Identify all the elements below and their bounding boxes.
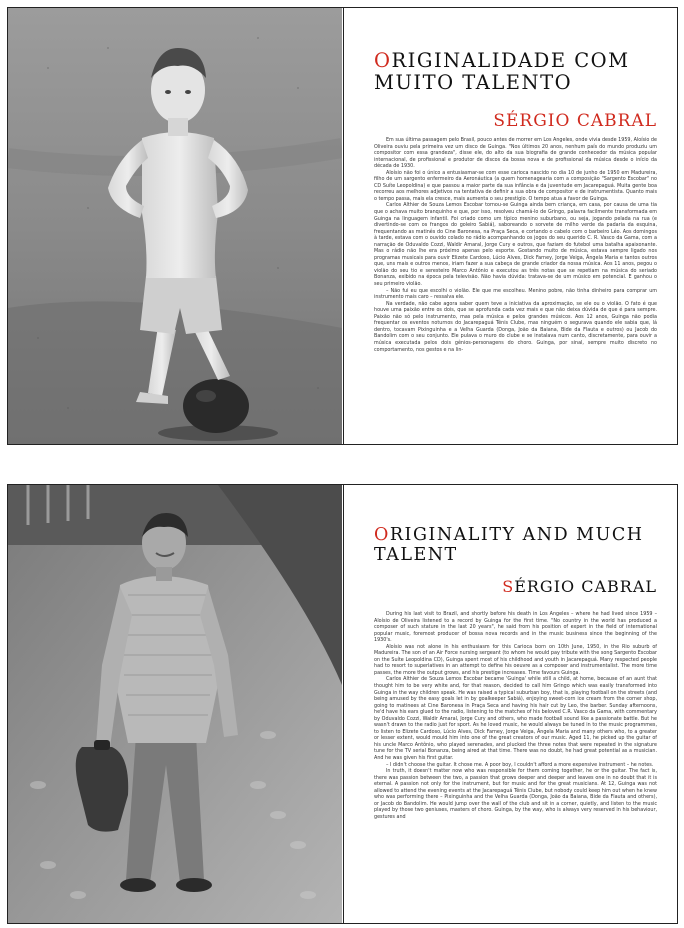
paragraph: Aloísio não foi o único a entusiasmar-se com esse carioca nascido no dia 10 de junho de 1950 em Madureira, filho de um sargento enfermeiro da Aeronáutica (a quem homenagearia com a composição "Sargento Escobar" no CD Suíte Leopoldina) e que passou a maior parte da sua infância e da juventude em Jacarepaguá. Muita gente boa recorreu aos melhores adjetivos na tentativa de definir a sua obra de compositor e de instrumentista. Quanto mais o tempo passa, mais ela cresce, mais aumenta o seu prestígio. O tempo atua a favor de Guinga.: [374, 169, 657, 202]
author-initial: S: [493, 111, 506, 131]
paragraph: Em sua última passagem pelo Brasil, pouco antes de morrer em Los Angeles, onde vivia desde 1959, Aloísio de Oliveira ouviu pela primeira vez um disco de Guinga. "Nos últimos 20 anos, nenhum país do mundo produziu um compositor com essa grandeza", disse ele, do alto da sua biografia de grande conhecedor da música popular internacional, de profissional e produtor de discos da bossa nova e de profissional da música desde o início da década de 1930.: [374, 137, 657, 170]
portuguese-author: [493, 111, 657, 131]
man-with-guitar-case-illustration: [8, 485, 342, 923]
author-rest: ÉRGIO CABRAL: [506, 111, 657, 131]
childhood-photo: [8, 8, 342, 444]
english-author: [502, 577, 657, 596]
author-rest: ÉRGIO CABRAL: [514, 577, 657, 596]
title-rest-line1: RIGINALIDADE COM: [391, 49, 630, 72]
english-spread: [7, 484, 678, 924]
title-rest-line1: RIGINALITY AND MUCH: [389, 525, 644, 545]
paragraph: Carlos Althier de Souza Lemos Escobar tornou-se Guinga ainda bem criança, em casa, por causa de uma tia que o achava muito branquinho e que, por isso, resolveu chamá-lo de Gringo, palavra facilmente transformada em Guinga na linguagem infantil. Foi criado como um típico menino suburbano, ou seja, jogando pelada na rua (e divertindo-se com os frangos do goleiro Sabiá), saboreando o sorvete de milho verde da padaria da esquina, frequentando as matinês do Cine Baronesa, na Praça Seca, e cortando o cabelo com o barbeiro Léo. Aos domingos à tarde, estava com o ouvido colado no rádio acompanhando os jogos do seu querido C. R. Vasco da Gama, com a narração de Oduvaldo Cozzi, Waldir Amaral, Jorge Cury e outros, que faziam do futebol uma batalha apaixonante. Mas o rádio não lhe era próximo apenas pelo esporte. Gostando muito de música, estava sempre ligado nos programas musicais para ouvir Elizete Cardoso, Lúcio Alves, Dick Farney, Jorge Veiga, Ângela Maria e tantos outros que, uns mais e outros menos, iriam fazer a sua cabeça de grande criador da nossa música. Aos 11 anos, pegou o violão do seu tio e seresteiro Marco Antônio e executou as três notas que se repetiam na música do seriado Bonanza, exibido na época pela televisão. Não havia dúvida: tratava-se de um músico em potencial. E ganhou o seu primeiro violão.: [374, 202, 657, 288]
title-line2: MUITO TALENTO: [374, 71, 573, 95]
paragraph: During his last visit to Brazil, and shortly before his death in Los Angeles – where he had lived since 1959 – Aloísio de Oliveira listened to a record by Guinga for the first time. "No country in the world has produced a composer of such stature in the last 20 years", he said from his position of expert in the field of international popular music, foremost producer of bossa nova records and in the music business since the beginning of the 1930's.: [374, 611, 657, 644]
paragraph: – I didn't choose the guitar. It chose me. A poor boy, I couldn't afford a more expensive instrument – he notes.: [386, 761, 654, 768]
paragraph: – Não fui eu que escolhi o violão. Ele que me escolheu. Menino pobre, não tinha dinheiro para comprar um instrumento mais caro – ressalva ele.: [374, 287, 657, 301]
portuguese-body: [374, 137, 657, 353]
portuguese-spread: [7, 7, 678, 445]
title-initial: O: [374, 525, 390, 545]
english-text-page: [343, 485, 677, 923]
paragraph: Carlos Althier de Souza Lemos Escobar became 'Guinga' while still a child, at home, because of an aunt that thought him to be very white and, for that reason, decided to call him Gringo which was easily transformed into Guinga in the way children speak. He was raised a typical suburban boy, that is, playing football on the streets (and being amused by the easy goals let in by goalkeeper Sabiá), enjoying sweet-corn ice cream from the corner shop, going to matinees at Cine Baronesa in Praça Seca and having his hair cut by Leo, the barber. Sunday afternoons, he'd have his ears glued to the radio, listening to the matches of his beloved C.R. Vasco da Gama, with commentary by Oduvaldo Cozzi, Waldir Amaral, Jorge Cury and others, who made football sound like a passionate battle. But he wasn't drawn to the radio just for sport. As he loved music, he would always be tuned in to the music programmes, to listen to Elizete Cardoso, Lúcio Alves, Dick Farney, Jorge Veiga, Ângela Maria and many others who, to a greater or lesser extent, would mould him into one of the great creators of our music. Aged 11, he picked up the guitar of his uncle Marco Antônio, who played serenades, and plucked the three notes that were repeated in the signature tune for the TV serial Bonanza, being aired at that time. There was no doubt, he had great potential as a musician. And he was given his first guitar.: [374, 676, 657, 762]
paragraph: Aloísio was not alone in his enthusiasm for this Carioca born on 10th June, 1950, in the Rio suburb of Madureira. The son of an Air Force nursing sergeant (to whom he would pay tribute with the song Sargento Escobar on the Suíte Leopoldina CD), Guinga spent most of his childhood and youth in Jacarepaguá. Many respected people had to resort to superlatives in an attempt to define his oeuvre as a composer and instrumentalist. The more time passes, the more the output grows, and his prestige increases. Time favours Guinga.: [374, 643, 657, 676]
portuguese-title: [374, 50, 664, 95]
english-title: [374, 525, 664, 565]
paragraph: Na verdade, não cabe agora saber quem teve a iniciativa da aproximação, se ele ou o violão. O fato é que houve uma paixão entre os dois, que se aprofunda cada vez mais e que não deixa dúvida de que é para sempre. Paixão não só pelo instrumento, mas pela música e pelos grandes músicos. Aos 12 anos, Guinga não podia frequentar os eventos noturnos do Jacarepaguá Tênis Clube, mas ninguém o segurava quando ele sabia que, lá dentro, tocavam Pixinguinha e a Velha Guarda (Donga, João da Baiana, Bide da Flauta e outros) ou Jacob do Bandolim com o seu conjunto. Ele pulava o muro do clube e se instalava num canto, discretamente, para ouvir a música executada pelos dois gênios-personagens do choro. Guinga, por sinal, sempre muito discreto no comportamento, nos gestos e na lin-: [374, 300, 657, 353]
boy-with-ball-illustration: [8, 8, 342, 444]
title-initial: O: [374, 49, 392, 72]
guitar-man-photo: [8, 485, 342, 923]
title-line2: TALENT: [374, 545, 458, 566]
author-initial: S: [502, 577, 515, 596]
portuguese-text-page: [343, 8, 677, 444]
paragraph: In truth, it doesn't matter now who was responsible for them coming together, he or the guitar. The fact is, there was passion between the two, a passion that grows deeper and deeper and leaves one in no doubt that it is eternal. A passion not only for the instrument, but for music and for the great musicians. At 12, Guinga was not allowed to attend the evening events at the Jacarepaguá Tênis Clube, but nobody could keep him out when he knew who was performing there – Pixinguinha and the Velha Guarda (Donga, João da Baiana, Bide da Flauta and others), or Jacob do Bandolim. He would jump over the wall of the club and sit in a corner, quietly, and listen to the music played by those two geniuses, masters of choro. Guinga, by the way, who is always very reserved in his behaviour, gestures and: [374, 768, 657, 820]
english-body: [374, 611, 657, 821]
